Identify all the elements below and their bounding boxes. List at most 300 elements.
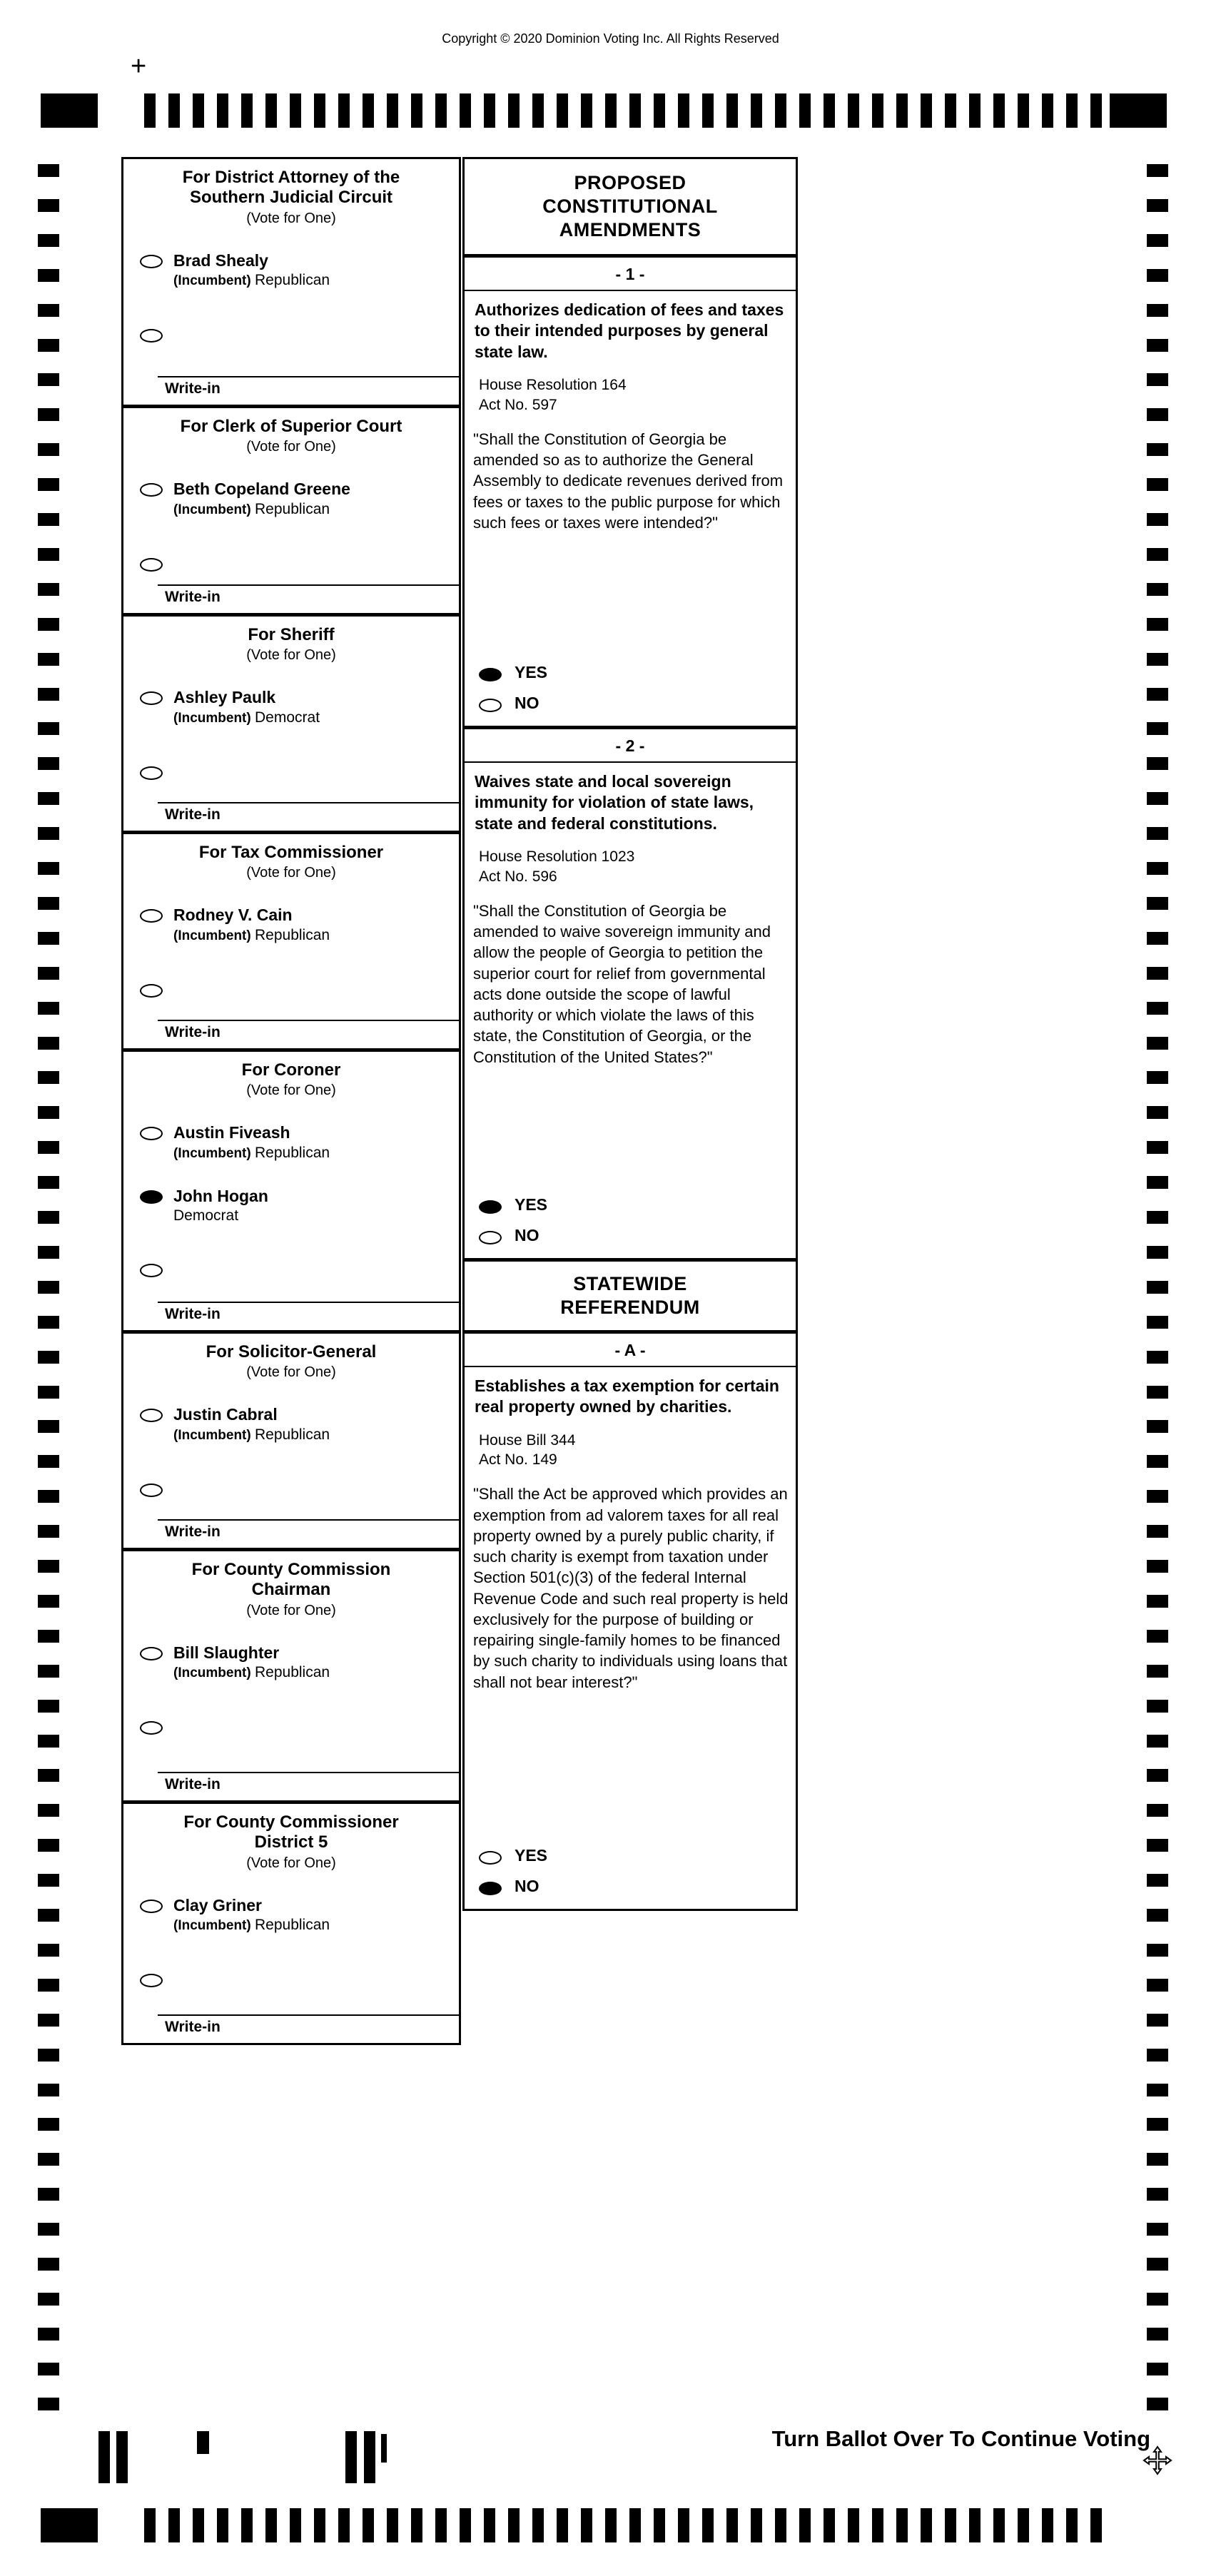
- measure-option-oval-filled[interactable]: [479, 1882, 502, 1895]
- incumbent-label: (Incumbent): [173, 1145, 255, 1161]
- write-in-oval[interactable]: [140, 1484, 163, 1497]
- contest-title: [123, 1804, 459, 1853]
- timing-mark: [38, 583, 59, 596]
- write-in-oval[interactable]: [140, 1974, 163, 1987]
- timing-mark: [38, 967, 59, 980]
- party-label: Democrat: [173, 1207, 239, 1224]
- timing-mark: [1066, 2508, 1078, 2542]
- timing-mark: [1147, 1595, 1168, 1608]
- measure-options: [465, 1835, 796, 1909]
- timing-mark: [1147, 2188, 1168, 2201]
- timing-mark: [1147, 618, 1168, 631]
- timing-mark: [1147, 967, 1168, 980]
- timing-mark: [241, 93, 253, 128]
- measure-option-oval-filled[interactable]: [479, 668, 502, 681]
- write-in-oval[interactable]: [140, 1264, 163, 1277]
- timing-mark: [1147, 408, 1168, 421]
- measures-header-line: STATEWIDE: [573, 1273, 687, 1295]
- party-label: Republican: [255, 926, 330, 943]
- timing-mark: [872, 2508, 883, 2542]
- contest-title: [123, 1551, 459, 1601]
- incumbent-label: (Incumbent): [173, 502, 255, 517]
- timing-mark: [1090, 93, 1102, 128]
- measure-option-oval[interactable]: [479, 1851, 502, 1865]
- measure-option-label: YES: [515, 1195, 548, 1214]
- timing-mark: [38, 1281, 59, 1294]
- write-in-label: Write-in: [165, 1306, 221, 1322]
- write-in-oval[interactable]: [140, 329, 163, 343]
- timing-mark: [1147, 164, 1168, 177]
- timing-mark: [38, 2328, 59, 2341]
- timing-mark: [1147, 1769, 1168, 1782]
- timing-mark: [605, 93, 617, 128]
- measure-options: [465, 651, 796, 726]
- timing-mark: [1147, 1281, 1168, 1294]
- timing-mark: [1147, 513, 1168, 526]
- timing-mark: [1147, 827, 1168, 840]
- timing-mark: [605, 2508, 617, 2542]
- party-label: Republican: [255, 272, 330, 289]
- measure-question: "Shall the Act be approved which provides an exemption from ad valorem taxes for all real property owned by a purely public charity, if such charity is exempt from taxation under Section 501(c)(3) of the federal Internal Revenue Code and such real property is held exclusively for the purpose of building or repairing single-family homes to be financed by such charity to individuals using loans that shall not bear interest?": [473, 1485, 789, 1691]
- timing-mark: [1147, 862, 1168, 875]
- candidate-party-line: [173, 1426, 330, 1444]
- candidate-party-line: [173, 1144, 330, 1162]
- contest-section: [123, 1052, 459, 1334]
- timing-mark: [38, 827, 59, 840]
- measure-reference-line: Act No. 149: [479, 1451, 557, 1469]
- incumbent-label: (Incumbent): [173, 1918, 255, 1934]
- timing-mark: [775, 2508, 786, 2542]
- candidate-oval[interactable]: [140, 1409, 163, 1422]
- timing-mark: [678, 93, 689, 128]
- contest-title: [123, 834, 459, 863]
- timing-mark: [38, 932, 59, 945]
- contest-section: [123, 1334, 459, 1551]
- timing-mark: [411, 2508, 422, 2542]
- incumbent-label: (Incumbent): [173, 928, 255, 943]
- measure-option-oval[interactable]: [479, 699, 502, 712]
- candidate-party-line: [173, 271, 330, 290]
- timing-mark: [38, 1944, 59, 1957]
- write-in-area[interactable]: [158, 1519, 459, 1548]
- measure-question: "Shall the Constitution of Georgia be amended so as to authorize the General Assembly to dedicate revenues derived from fees or taxes to the public purpose for which such fees or taxes were intended?": [473, 430, 784, 532]
- timing-mark: [557, 93, 568, 128]
- timing-mark: [1147, 2363, 1168, 2375]
- timing-mark: [338, 93, 350, 128]
- timing-mark: [193, 93, 204, 128]
- timing-mark: [387, 2508, 398, 2542]
- timing-mark: [387, 93, 398, 128]
- timing-mark: [144, 93, 156, 128]
- timing-mark: [1147, 1735, 1168, 1748]
- contest-section: [123, 1804, 459, 2043]
- write-in-label: Write-in: [165, 2019, 221, 2035]
- candidate-name: Clay Griner: [173, 1895, 262, 1915]
- candidate-row: [140, 1896, 459, 1934]
- timing-mark: [1147, 1455, 1168, 1468]
- measures-header-line: REFERENDUM: [560, 1297, 700, 1318]
- vote-for-instruction: (Vote for One): [246, 1082, 336, 1099]
- write-in-oval[interactable]: [140, 984, 163, 998]
- vote-for-instruction: (Vote for One): [246, 647, 336, 664]
- timing-mark: [1090, 2508, 1102, 2542]
- timing-mark: [1042, 2508, 1053, 2542]
- contest-title-line: For Clerk of Superior Court: [180, 417, 402, 436]
- candidate-text: [173, 688, 320, 726]
- timing-mark: [38, 1769, 59, 1782]
- timing-mark: [38, 304, 59, 317]
- timing-mark: [1147, 1490, 1168, 1503]
- timing-mark: [241, 2508, 253, 2542]
- write-in-oval-row: [140, 980, 459, 998]
- candidate-oval[interactable]: [140, 691, 163, 705]
- candidate-text: [173, 1405, 330, 1444]
- timing-mark: [1147, 304, 1168, 317]
- timing-mark: [38, 1979, 59, 1992]
- contest-section: [123, 159, 459, 408]
- timing-mark: [1147, 722, 1168, 735]
- contest-title-line: For District Attorney of the: [182, 168, 400, 187]
- timing-mark: [1147, 1141, 1168, 1154]
- timing-mark: [969, 2508, 981, 2542]
- candidate-name: Austin Fiveash: [173, 1123, 290, 1142]
- measure-option: [479, 1226, 796, 1245]
- timing-mark: [38, 653, 59, 666]
- measure-option-label: NO: [515, 694, 539, 712]
- timing-mark: [824, 2508, 835, 2542]
- write-in-oval-row: [140, 763, 459, 780]
- write-in-oval[interactable]: [140, 558, 163, 572]
- write-in-area[interactable]: [158, 1302, 459, 1330]
- timing-mark: [1147, 443, 1168, 456]
- timing-mark: [1147, 2258, 1168, 2271]
- candidate-text: [173, 1187, 268, 1225]
- candidate-text: [173, 1643, 330, 1682]
- timing-mark: [38, 897, 59, 910]
- write-in-oval-row: [140, 1480, 459, 1497]
- measure-option-label: NO: [515, 1877, 539, 1895]
- timing-mark: [1147, 1211, 1168, 1224]
- measure-summary: Authorizes dedication of fees and taxes to their intended purposes by general state law.: [475, 300, 784, 361]
- vote-for-instruction: (Vote for One): [246, 1855, 336, 1871]
- measure-option: [479, 663, 796, 682]
- timing-mark: [38, 688, 59, 701]
- timing-mark: [945, 2508, 956, 2542]
- measures-section-header: [465, 1262, 796, 1334]
- measure-option-label: YES: [515, 663, 548, 681]
- candidate-name: John Hogan: [173, 1186, 268, 1205]
- timing-mark: [872, 93, 883, 128]
- write-in-area[interactable]: [158, 376, 459, 405]
- timing-mark: [144, 2508, 156, 2542]
- candidate-party-line: [173, 1663, 330, 1682]
- timing-mark: [629, 2508, 641, 2542]
- timing-mark: [38, 199, 59, 212]
- timing-mark: [38, 1386, 59, 1399]
- timing-mark: [1147, 1665, 1168, 1678]
- timing-mark: [38, 1874, 59, 1887]
- timing-mark: [799, 2508, 811, 2542]
- timing-mark: [1018, 93, 1029, 128]
- vote-for-instruction: (Vote for One): [246, 1364, 336, 1381]
- write-in-label: Write-in: [165, 806, 221, 823]
- timing-mark: [38, 1490, 59, 1503]
- timing-mark: [775, 93, 786, 128]
- write-in-label: Write-in: [165, 1523, 221, 1540]
- timing-mark: [38, 1595, 59, 1608]
- candidate-row: [140, 1187, 459, 1225]
- timing-mark: [38, 548, 59, 561]
- timing-mark: [38, 234, 59, 247]
- timing-mark: [38, 478, 59, 491]
- timing-mark: [38, 1560, 59, 1573]
- timing-mark: [38, 862, 59, 875]
- timing-mark: [38, 2188, 59, 2201]
- timing-mark: [1147, 1979, 1168, 1992]
- party-label: Republican: [255, 500, 330, 517]
- candidate-party-line: [173, 500, 350, 519]
- candidate-oval[interactable]: [140, 1900, 163, 1913]
- measure-section: [465, 729, 796, 1262]
- candidate-party-line: [173, 1207, 268, 1224]
- timing-mark: [1042, 93, 1053, 128]
- registration-crosshair-icon: [1140, 2443, 1175, 2478]
- timing-mark: [969, 93, 981, 128]
- timing-mark: [557, 2508, 568, 2542]
- party-label: Republican: [255, 1664, 330, 1681]
- measure-option: [479, 1846, 796, 1865]
- timing-mark: [581, 93, 592, 128]
- write-in-area[interactable]: [158, 2014, 459, 2043]
- candidate-oval-filled[interactable]: [140, 1190, 163, 1204]
- candidate-oval[interactable]: [140, 1127, 163, 1140]
- measure-option: [479, 1195, 796, 1215]
- timing-mark: [38, 1455, 59, 1468]
- timing-mark: [38, 1630, 59, 1643]
- measure-number: - 2 -: [465, 729, 796, 763]
- timing-mark: [1147, 2153, 1168, 2166]
- timing-mark: [921, 93, 932, 128]
- timing-mark: [484, 93, 495, 128]
- timing-mark: [265, 2508, 277, 2542]
- timing-mark: [1147, 1700, 1168, 1713]
- timing-mark: [1147, 1909, 1168, 1922]
- contest-title-line: Southern Judicial Circuit: [189, 188, 393, 208]
- timing-mark: [168, 2508, 180, 2542]
- contest-title: [123, 408, 459, 437]
- timing-mark: [1066, 93, 1078, 128]
- timing-mark: [1147, 2328, 1168, 2341]
- candidate-oval[interactable]: [140, 1647, 163, 1660]
- measure-reference-line: Act No. 596: [479, 868, 557, 885]
- timing-mark: [38, 2363, 59, 2375]
- incumbent-label: (Incumbent): [173, 1665, 255, 1681]
- write-in-oval[interactable]: [140, 1721, 163, 1735]
- party-label: Democrat: [255, 709, 320, 726]
- timing-mark: [921, 2508, 932, 2542]
- timing-mark: [1147, 373, 1168, 386]
- timing-mark: [702, 93, 714, 128]
- timing-mark: [1147, 2223, 1168, 2236]
- timing-mark: [38, 1351, 59, 1364]
- timing-mark: [896, 2508, 908, 2542]
- timing-mark: [38, 2014, 59, 2027]
- timing-mark: [1147, 1874, 1168, 1887]
- contest-section: [123, 617, 459, 834]
- timing-mark: [38, 1176, 59, 1189]
- timing-mark: [411, 93, 422, 128]
- timing-mark: [532, 93, 544, 128]
- timing-mark: [1147, 2084, 1168, 2096]
- measure-reference: [465, 362, 796, 415]
- measure-option-oval[interactable]: [479, 1231, 502, 1244]
- timing-mark: [1147, 2293, 1168, 2306]
- measure-option-oval-filled[interactable]: [479, 1200, 502, 1214]
- candidate-name: Brad Shealy: [173, 250, 268, 270]
- timing-mark: [702, 2508, 714, 2542]
- timing-mark: [38, 443, 59, 456]
- contest-title-line: For County Commission: [191, 1560, 391, 1579]
- candidate-row: [140, 688, 459, 726]
- candidate-oval[interactable]: [140, 483, 163, 497]
- vote-for-instruction: (Vote for One): [246, 210, 336, 226]
- timing-mark: [290, 2508, 301, 2542]
- timing-mark: [363, 93, 374, 128]
- timing-mark: [38, 2153, 59, 2166]
- timing-mark: [38, 1665, 59, 1678]
- timing-mark: [1147, 2398, 1168, 2410]
- candidate-row: [140, 906, 459, 944]
- timing-mark: [1147, 1839, 1168, 1852]
- timing-mark: [38, 1909, 59, 1922]
- write-in-area[interactable]: [158, 1020, 459, 1048]
- timing-mark: [460, 93, 471, 128]
- timing-marks-top: [0, 93, 1221, 128]
- timing-mark: [1147, 1246, 1168, 1259]
- timing-mark: [1147, 1351, 1168, 1364]
- timing-mark: [460, 2508, 471, 2542]
- timing-mark: [726, 93, 738, 128]
- measure-option-label: YES: [515, 1846, 548, 1865]
- candidate-text: [173, 1896, 330, 1934]
- candidate-text: [173, 251, 330, 290]
- incumbent-label: (Incumbent): [173, 273, 255, 289]
- timing-mark: [38, 1071, 59, 1084]
- vote-for-instruction: (Vote for One): [246, 1602, 336, 1618]
- timing-mark: [38, 164, 59, 177]
- timing-mark: [993, 93, 1005, 128]
- timing-mark: [38, 1804, 59, 1817]
- timing-marks-right: [1147, 0, 1168, 2576]
- incumbent-label: (Incumbent): [173, 1427, 255, 1443]
- timing-mark: [1147, 1071, 1168, 1084]
- timing-mark: [993, 2508, 1005, 2542]
- contest-title: [123, 159, 459, 208]
- write-in-area[interactable]: [158, 584, 459, 613]
- contest-section: [123, 408, 459, 617]
- timing-mark: [1147, 2014, 1168, 2027]
- measure-reference: [465, 1418, 796, 1470]
- candidate-row: [140, 480, 459, 518]
- write-in-oval-row: [140, 1718, 459, 1735]
- candidate-row: [140, 1123, 459, 1162]
- write-in-area[interactable]: [158, 802, 459, 831]
- write-in-oval-row: [140, 1260, 459, 1277]
- timing-mark: [824, 93, 835, 128]
- measure-question: "Shall the Constitution of Georgia be amended to waive sovereign immunity and allow the people of Georgia to petition the superior court for relief from governmental acts done outside the scope of lawful authority or which violate the laws of this state, the Constitution of Georgia, or the Constitution of the United States?": [473, 901, 771, 1066]
- candidate-name: Beth Copeland Greene: [173, 480, 350, 499]
- timing-mark: [217, 93, 228, 128]
- write-in-label: Write-in: [165, 380, 221, 397]
- timing-marks-bottom: [0, 2508, 1221, 2542]
- timing-mark: [38, 373, 59, 386]
- candidate-name: Justin Cabral: [173, 1405, 278, 1424]
- timing-mark: [38, 1211, 59, 1224]
- candidate-oval[interactable]: [140, 909, 163, 923]
- timing-mark: [38, 2293, 59, 2306]
- timing-mark: [1147, 688, 1168, 701]
- timing-mark: [1147, 1944, 1168, 1957]
- timing-mark: [38, 1141, 59, 1154]
- timing-mark: [38, 2118, 59, 2131]
- timing-mark: [678, 2508, 689, 2542]
- timing-mark: [38, 2223, 59, 2236]
- timing-mark: [38, 1839, 59, 1852]
- incumbent-label: (Incumbent): [173, 710, 255, 726]
- contest-column: [121, 157, 461, 2045]
- write-in-area[interactable]: [158, 1772, 459, 1800]
- measure-options: [465, 1184, 796, 1258]
- measure-option: [479, 1877, 796, 1896]
- timing-mark: [38, 792, 59, 805]
- timing-mark: [38, 339, 59, 352]
- candidate-oval[interactable]: [140, 255, 163, 268]
- candidate-party-line: [173, 709, 320, 727]
- timing-mark: [896, 93, 908, 128]
- measures-header-line: AMENDMENTS: [559, 218, 701, 240]
- timing-mark: [1147, 653, 1168, 666]
- timing-mark: [38, 1700, 59, 1713]
- timing-mark: [38, 1525, 59, 1538]
- timing-mark: [38, 1420, 59, 1433]
- write-in-oval[interactable]: [140, 766, 163, 780]
- timing-mark: [38, 513, 59, 526]
- timing-mark: [314, 2508, 325, 2542]
- candidate-name: Bill Slaughter: [173, 1643, 280, 1662]
- timing-mark: [848, 93, 859, 128]
- timing-mark: [38, 1106, 59, 1119]
- timing-mark: [1147, 269, 1168, 282]
- contest-title: [123, 1334, 459, 1362]
- candidate-party-line: [173, 1916, 330, 1934]
- timing-mark: [217, 2508, 228, 2542]
- timing-mark: [1147, 548, 1168, 561]
- timing-mark: [38, 2084, 59, 2096]
- timing-mark: [1018, 2508, 1029, 2542]
- timing-mark: [1147, 1525, 1168, 1538]
- timing-mark: [508, 93, 520, 128]
- timing-mark: [1147, 1560, 1168, 1573]
- timing-mark: [1147, 199, 1168, 212]
- timing-mark: [1147, 1106, 1168, 1119]
- measure-section: [465, 258, 796, 729]
- contest-title-line: District 5: [254, 1832, 328, 1852]
- vote-for-instruction: (Vote for One): [246, 439, 336, 455]
- timing-mark: [1147, 1037, 1168, 1050]
- timing-mark: [38, 269, 59, 282]
- contest-title-line: Chairman: [251, 1580, 331, 1600]
- candidate-name: Ashley Paulk: [173, 688, 276, 707]
